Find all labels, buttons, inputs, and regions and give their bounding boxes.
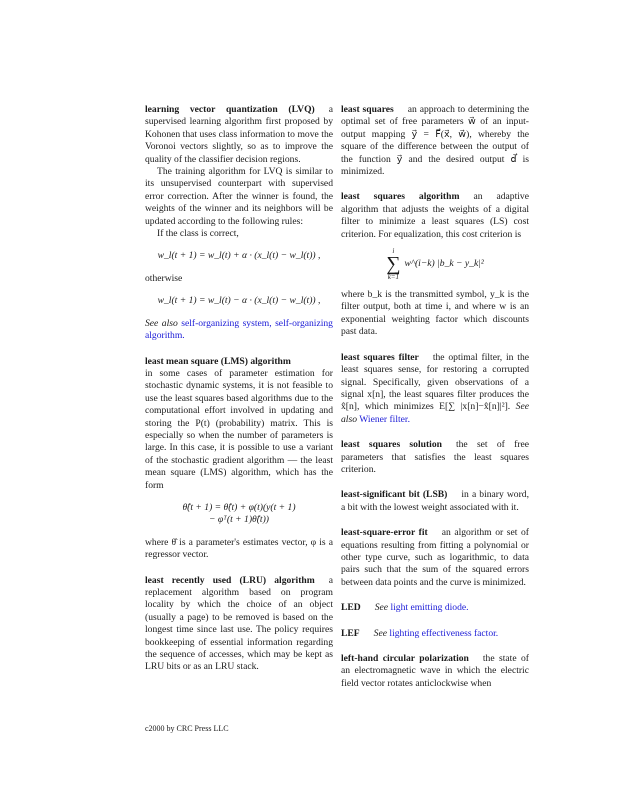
definition-lsb: in a binary word, a bit with the lowest weight associated with it. — [341, 489, 529, 513]
lvq-paragraph-correct: If the class is correct, — [157, 228, 239, 240]
entry-lvq — [145, 104, 333, 343]
term-least-squares-solution: least squares solution — [341, 439, 442, 451]
definition-least-square-error-fit: an algorithm or set of equations resulting from fitting a polynomial or other type curve, such as logarithmic, to data pairs such that the sum of the squared errors between data points and the curve is minimized. — [341, 527, 529, 588]
definition-lms: in some cases of parameter estimation for stochastic dynamic systems, it is not feasible to use the least squares based algorithms due to the computational effort involved in updating and storing the P(t) (probability) matrix. This is especially so when the number of parameters is large. In this case, it is possible to use a variant of the stochastic gradient algorithm — the least mean square (LMS) algorithm, which has the form — [145, 367, 333, 491]
term-lvq: learning vector quantization (LVQ) — [145, 104, 315, 115]
entry-least-squares-filter — [341, 352, 529, 426]
lvq-otherwise: otherwise — [145, 272, 183, 284]
crossref-link-lighting-effectiveness-factor[interactable]: lighting effectiveness factor. — [389, 627, 499, 639]
entry-left-hand-circular-polarization — [341, 653, 529, 690]
see-label-led: See — [374, 602, 389, 614]
term-least-squares-algorithm: least squares algorithm — [341, 191, 460, 203]
entry-least-squares — [341, 104, 529, 178]
term-least-squares: least squares — [341, 104, 394, 115]
entry-lru — [145, 575, 333, 674]
definition-left-hand-circular-polarization: the state of an electromagnetic wave in which the electric field vector rotates anticlockwise when — [341, 653, 530, 689]
entry-led — [341, 602, 529, 614]
lsa-where: where b_k is the transmitted symbol, y_k is the filter output, both at time i, and where w is an exponential weighting factor which discounts past data. — [341, 289, 529, 338]
lvq-paragraph-training: The training algorithm for LVQ is similar to its unsupervised counterpart with supervised error correction. After the winner is found, the weights of the winner and its neighbors will be updated according to the following rules: — [145, 166, 333, 227]
definition-least-squares-algorithm: an adaptive algorithm that adjusts the weights of a digital filter to minimize a least squares (LS) cost criterion. For equalization, this cost criterion is — [341, 191, 529, 240]
crossref-link-light-emitting-diode[interactable]: light emitting diode. — [390, 602, 469, 614]
equation-lms-line1: θ̂(t + 1) = θ̂(t) + φ(t)(y(t + 1) — [182, 501, 296, 513]
term-led: LED — [341, 602, 361, 614]
crossref-link-wiener-filter[interactable]: Wiener filter. — [359, 413, 410, 425]
definition-least-squares: an approach to determining the optimal set of free parameters w⃗ of an input-output mapping y⃗ = F⃗(x⃗, w⃗), whereby the square of the difference between the output of the function y⃗ and the desired output d⃗ is minimized. — [341, 104, 529, 178]
equation-ls-cost — [341, 247, 529, 281]
entry-lsb — [341, 489, 529, 514]
sum-body: w^(i−k) |b_k − y_k|² — [404, 257, 484, 269]
entry-least-square-error-fit — [341, 527, 529, 589]
entry-least-squares-algorithm — [341, 191, 529, 338]
sum-upper-limit: i — [392, 247, 395, 256]
left-column — [145, 104, 333, 687]
see-also-label-lvq: See also — [145, 317, 178, 329]
summation-sign — [386, 247, 400, 281]
see-also-label-lsf: See also — [341, 401, 529, 425]
crossref-link-lvq[interactable]: self-organizing system, self-organizing algorithm. — [145, 317, 333, 342]
sum-symbol: ∑ — [386, 253, 401, 276]
copyright-footer: c2000 by CRC Press LLC — [145, 724, 229, 733]
definition-least-squares-filter: the optimal filter, in the least squares sense, for restoring a corrupted signal. Specifically, given observations of a signal x[n], the least squares filter produces the x̂[n], which minimizes E[∑ |x[n]−x̂[n]|²]. — [341, 351, 530, 413]
term-least-squares-filter: least squares filter — [341, 351, 419, 363]
equation-lvq-otherwise: w_l(t + 1) = w_l(t) − α · (x_l(t) − w_l(t)) , — [157, 295, 321, 307]
entry-lef — [341, 628, 529, 640]
sum-lower-limit: k=1 — [387, 273, 400, 282]
definition-lvq: a supervised learning algorithm first proposed by Kohonen that uses class information to move the Voronoi vectors slightly, so as to improve the quality of the classifier decision regions. — [145, 104, 333, 165]
definition-lru: a replacement algorithm based on program locality by which the choice of an object (usually a page) to be removed is based on the longest time since last use. The policy requires bookkeeping of essential information regarding the sequence of accesses, which may be kept as LRU bits or as an LRU stack. — [145, 574, 333, 673]
lms-where: where θ̂ is a parameter's estimates vector, φ is a regressor vector. — [145, 536, 333, 561]
entry-least-squares-solution — [341, 439, 529, 476]
term-lef: LEF — [341, 627, 360, 639]
right-column — [341, 104, 529, 703]
definition-least-squares-solution: the set of free parameters that satisfies the least squares criterion. — [341, 439, 529, 475]
term-least-square-error-fit: least-square-error fit — [341, 527, 428, 539]
equation-lvq-correct: w_l(t + 1) = w_l(t) + α · (x_l(t) − w_l(t)) , — [157, 250, 321, 262]
term-lsb: least-significant bit (LSB) — [341, 489, 448, 501]
equation-lms-line2: − φᵀ(t + 1)θ̂(t)) — [209, 514, 269, 526]
entry-lms — [145, 356, 333, 562]
see-label-lef: See — [373, 627, 387, 639]
term-left-hand-circular-polarization: left-hand circular polarization — [341, 653, 469, 664]
term-lru: least recently used (LRU) algorithm — [145, 574, 315, 586]
term-lms: least mean square (LMS) algorithm — [145, 355, 291, 367]
